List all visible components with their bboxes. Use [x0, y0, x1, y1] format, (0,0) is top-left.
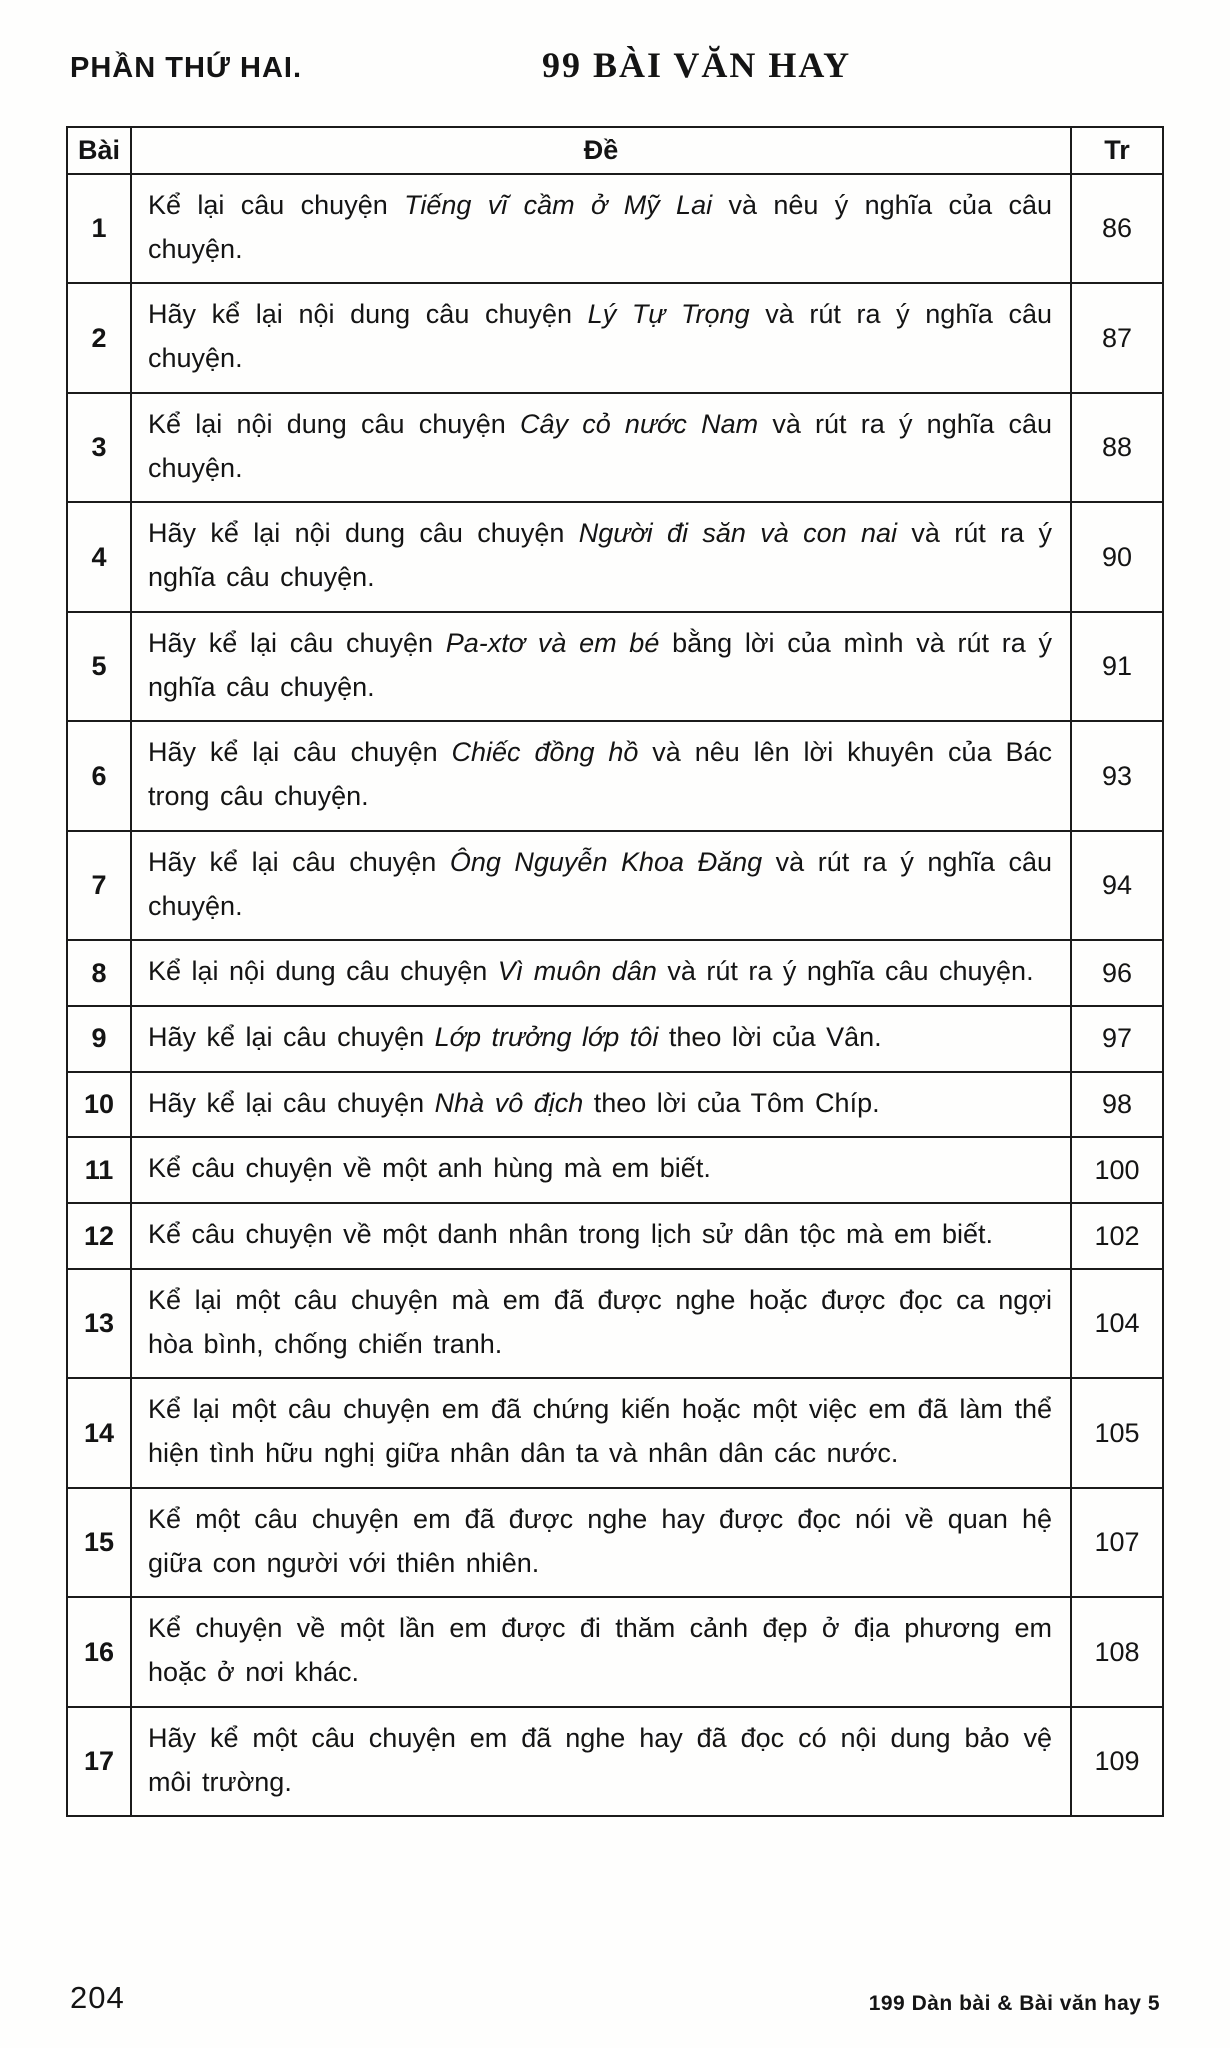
row-number: 17 — [67, 1707, 131, 1816]
topic-text: Hãy kể lại câu chuyện — [148, 737, 452, 768]
page-footer — [66, 1940, 1164, 2022]
table-row — [67, 1269, 1163, 1378]
row-topic — [131, 831, 1071, 940]
topic-text: và rút ra ý nghĩa câu chuyện. — [148, 846, 1052, 921]
row-topic — [131, 1378, 1071, 1487]
row-number: 14 — [67, 1378, 131, 1487]
topic-text: theo lời của Vân. — [658, 1022, 882, 1053]
row-page: 90 — [1071, 502, 1163, 611]
table-row — [67, 1072, 1163, 1138]
table-row — [67, 831, 1163, 940]
column-header-tr: Tr — [1071, 127, 1163, 174]
topic-text: Hãy kể lại câu chuyện — [148, 1022, 435, 1053]
story-title: Nhà vô địch — [434, 1087, 584, 1118]
story-title: Chiếc đồng hồ — [451, 737, 639, 768]
topic-text: Hãy kể lại nội dung câu chuyện — [148, 299, 588, 330]
row-page: 107 — [1071, 1488, 1163, 1597]
row-number: 9 — [67, 1006, 131, 1072]
topic-text: và rút ra ý nghĩa câu chuyện. — [656, 956, 1034, 987]
page-number: 204 — [70, 1980, 125, 2015]
column-header-de: Đề — [131, 127, 1071, 174]
column-header-bai: Bài — [67, 127, 131, 174]
table-row — [67, 1707, 1163, 1816]
row-topic — [131, 1072, 1071, 1138]
row-number: 1 — [67, 174, 131, 283]
row-topic — [131, 1137, 1071, 1203]
row-number: 8 — [67, 940, 131, 1006]
row-page: 97 — [1071, 1006, 1163, 1072]
row-number: 7 — [67, 831, 131, 940]
row-topic — [131, 393, 1071, 502]
topic-text: Hãy kể lại nội dung câu chuyện — [148, 518, 579, 549]
row-page: 105 — [1071, 1378, 1163, 1487]
row-number: 4 — [67, 502, 131, 611]
row-topic — [131, 612, 1071, 721]
row-number: 3 — [67, 393, 131, 502]
table-header — [67, 127, 1163, 174]
row-topic — [131, 283, 1071, 392]
topic-text: Kể một câu chuyện em đã được nghe hay được đọc nói về quan hệ giữa con người với thiên nhiên. — [148, 1503, 1052, 1578]
topic-text: và nêu lên lời khuyên của Bác trong câu chuyện. — [148, 737, 1052, 812]
row-number: 15 — [67, 1488, 131, 1597]
row-page: 98 — [1071, 1072, 1163, 1138]
table-row — [67, 940, 1163, 1006]
row-page: 108 — [1071, 1597, 1163, 1706]
row-page: 102 — [1071, 1203, 1163, 1269]
story-title: Vì muôn dân — [497, 956, 657, 987]
row-page: 100 — [1071, 1137, 1163, 1203]
book-title: 99 BÀI VĂN HAY — [542, 45, 852, 85]
row-topic — [131, 1006, 1071, 1072]
table-row — [67, 1597, 1163, 1706]
row-topic — [131, 1269, 1071, 1378]
table-header-row — [67, 127, 1163, 174]
row-page: 104 — [1071, 1269, 1163, 1378]
topic-text: Hãy kể lại câu chuyện — [148, 1087, 435, 1118]
topic-text: Kể lại nội dung câu chuyện — [148, 408, 520, 439]
topic-text: Hãy kể lại câu chuyện — [148, 627, 446, 658]
row-topic — [131, 940, 1071, 1006]
row-topic — [131, 502, 1071, 611]
row-topic — [131, 1203, 1071, 1269]
toc-table-body — [67, 174, 1163, 1816]
table-row — [67, 1203, 1163, 1269]
row-page: 86 — [1071, 174, 1163, 283]
table-row — [67, 721, 1163, 830]
story-title: Pa-xtơ và em bé — [445, 627, 660, 658]
topic-text: Kể lại một câu chuyện mà em đã được nghe hoặc được đọc ca ngợi hòa bình, chống chiến tranh. — [148, 1284, 1052, 1359]
topic-text: bằng lời của mình và rút ra ý nghĩa câu chuyện. — [148, 627, 1052, 702]
topic-text: Hãy kể lại câu chuyện — [148, 846, 450, 877]
row-page: 91 — [1071, 612, 1163, 721]
story-title: Lý Tự Trọng — [587, 299, 750, 330]
story-title: Người đi săn và con nai — [578, 518, 898, 549]
topic-text: Hãy kể một câu chuyện em đã nghe hay đã đọc có nội dung bảo vệ môi trường. — [148, 1722, 1052, 1797]
row-page: 96 — [1071, 940, 1163, 1006]
row-topic — [131, 1597, 1071, 1706]
footer-book-note: 199 Dàn bài & Bài văn hay 5 — [868, 1992, 1160, 2015]
topic-text: và rút ra ý nghĩa câu chuyện. — [148, 299, 1053, 374]
topic-text: và rút ra ý nghĩa câu chuyện. — [148, 408, 1052, 483]
table-row — [67, 393, 1163, 502]
page-header — [70, 44, 1164, 86]
topic-text: Kể câu chuyện về một danh nhân trong lịch sử dân tộc mà em biết. — [148, 1219, 994, 1250]
row-topic — [131, 1707, 1071, 1816]
table-row — [67, 502, 1163, 611]
row-page: 93 — [1071, 721, 1163, 830]
story-title: Lớp trưởng lớp tôi — [434, 1022, 659, 1053]
row-number: 6 — [67, 721, 131, 830]
topic-text: và nêu ý nghĩa của câu chuyện. — [148, 190, 1052, 264]
topic-text: và rút ra ý nghĩa câu chuyện. — [148, 518, 1052, 593]
row-number: 5 — [67, 612, 131, 721]
story-title: Ông Nguyễn Khoa Đăng — [449, 846, 763, 877]
row-page: 87 — [1071, 283, 1163, 392]
row-number: 12 — [67, 1203, 131, 1269]
story-title: Cây cỏ nước Nam — [519, 408, 759, 439]
table-row — [67, 1488, 1163, 1597]
row-page: 109 — [1071, 1707, 1163, 1816]
row-page: 88 — [1071, 393, 1163, 502]
table-row — [67, 1378, 1163, 1487]
topic-text: Kể câu chuyện về một anh hùng mà em biết. — [148, 1153, 711, 1184]
row-number: 10 — [67, 1072, 131, 1138]
table-row — [67, 174, 1163, 283]
topic-text: theo lời của Tôm Chíp. — [583, 1087, 880, 1118]
row-number: 11 — [67, 1137, 131, 1203]
table-row — [67, 612, 1163, 721]
topic-text: Kể chuyện về một lần em được đi thăm cảnh đẹp ở địa phương em hoặc ở nơi khác. — [148, 1613, 1052, 1688]
topic-text: Kể lại một câu chuyện em đã chứng kiến hoặc một việc em đã làm thể hiện tình hữu nghị giữa nhân dân ta và nhân dân các nước. — [148, 1394, 1052, 1469]
table-row — [67, 1137, 1163, 1203]
row-topic — [131, 721, 1071, 830]
story-title: Tiếng vĩ cầm ở Mỹ Lai — [404, 190, 713, 220]
row-page: 94 — [1071, 831, 1163, 940]
row-topic — [131, 174, 1071, 283]
topic-text: Kể lại nội dung câu chuyện — [148, 956, 498, 987]
row-number: 2 — [67, 283, 131, 392]
row-topic — [131, 1488, 1071, 1597]
table-row — [67, 283, 1163, 392]
table-of-contents — [66, 126, 1164, 1817]
part-title: PHẦN THỨ HAI. — [70, 52, 303, 84]
topic-text: Kể lại câu chuyện — [148, 190, 405, 220]
row-number: 13 — [67, 1269, 131, 1378]
table-row — [67, 1006, 1163, 1072]
row-number: 16 — [67, 1597, 131, 1706]
